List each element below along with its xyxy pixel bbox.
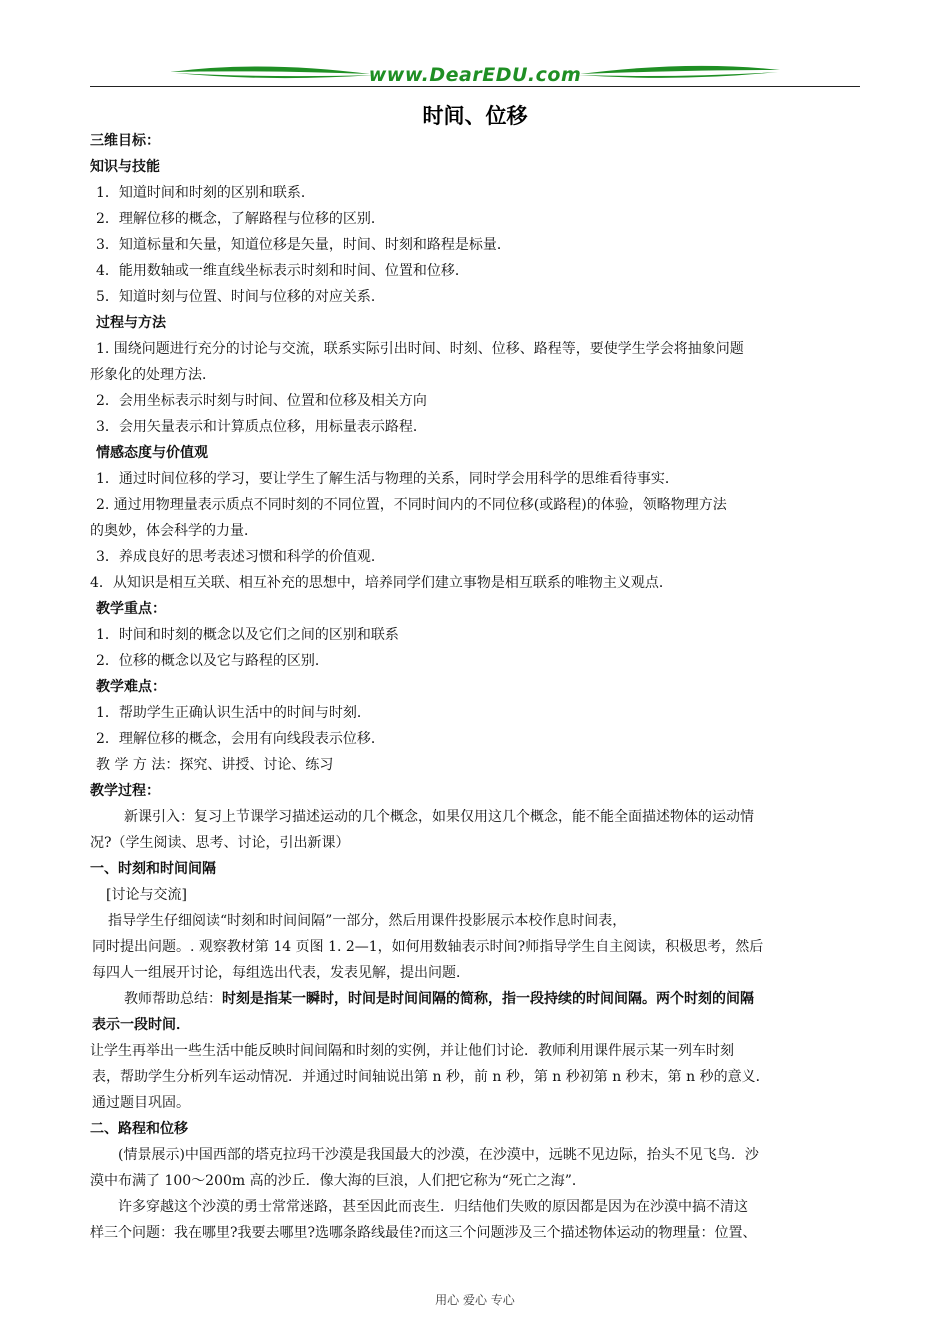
text-line — [90, 232, 870, 258]
text-line — [90, 362, 870, 388]
line-text: 过程与方法 — [96, 315, 166, 331]
line-text: 5．知道时刻与位置、时间与位移的对应关系． — [96, 289, 385, 305]
line-text: 3．会用矢量表示和计算质点位移，用标量表示路程． — [96, 419, 427, 435]
section-heading — [90, 596, 870, 622]
line-text: 1. 围绕问题进行充分的讨论与交流，联系实际引出时间、时刻、位移、路程等，要使学生学会将抽象问题 — [96, 341, 744, 357]
text-line — [90, 206, 870, 232]
text-line — [90, 414, 870, 440]
section-heading — [90, 440, 870, 466]
text-line — [90, 1220, 870, 1246]
text-line — [90, 804, 870, 830]
section-heading — [90, 1116, 870, 1142]
text-line — [90, 700, 870, 726]
section-heading — [90, 310, 870, 336]
text-line — [90, 336, 870, 362]
text-line — [90, 830, 870, 856]
line-text: 2．理解位移的概念，会用有向线段表示位移． — [96, 731, 385, 747]
line-text: 1．时间和时刻的概念以及它们之间的区别和联系 — [96, 627, 399, 643]
text-line — [90, 648, 870, 674]
line-text: 让学生再举出一些生活中能反映时间间隔和时刻的实例，并让他们讨论．教师利用课件展示某一列车时刻 — [90, 1043, 734, 1059]
line-text: 教学重点： — [96, 601, 166, 617]
page-header — [90, 62, 860, 92]
line-text: 知识与技能 — [90, 159, 160, 175]
line-text: 二、路程和位移 — [90, 1121, 188, 1137]
line-text: 同时提出问题。. 观察教材第 14 页图 1. 2—1，如何用数轴表示时间?师指导学生自主阅读，积极思考，然后 — [92, 939, 764, 955]
text-line — [90, 934, 870, 960]
page-footer: 用心 爱心 专心 — [435, 1293, 515, 1307]
page-title: 时间、位移 — [422, 104, 528, 128]
line-text: 1．知道时间和时刻的区别和联系． — [96, 185, 315, 201]
text-line — [90, 1038, 870, 1064]
text-line — [90, 180, 870, 206]
line-text: 新课引入：复习上节课学习描述运动的几个概念，如果仅用这几个概念，能不能全面描述物体的运动情 — [124, 809, 754, 825]
line-text: 样三个问题：我在哪里?我要去哪里?选哪条路线最佳?而这三个问题涉及三个描述物体运动的物理量：位置、 — [90, 1225, 757, 1241]
section-heading — [90, 674, 870, 700]
header-rule — [90, 86, 860, 87]
line-text: 教 学 方 法：探究、讲授、讨论、练习 — [96, 757, 334, 773]
text-line — [90, 1194, 870, 1220]
text-line — [90, 726, 870, 752]
text-line — [90, 388, 870, 414]
text-line — [90, 622, 870, 648]
text-line — [90, 544, 870, 570]
line-text: 2．理解位移的概念，了解路程与位移的区别． — [96, 211, 385, 227]
text-line — [90, 1142, 870, 1168]
line-text: 每四人一组展开讨论，每组选出代表，发表见解，提出问题． — [92, 965, 470, 981]
text-line — [90, 492, 870, 518]
text-line — [90, 258, 870, 284]
section-heading — [90, 154, 870, 180]
line-text: [讨论与交流] — [106, 887, 187, 903]
line-text: 教师帮助总结： — [124, 991, 222, 1007]
text-line — [90, 960, 870, 986]
document-body — [90, 128, 870, 1246]
text-line — [90, 986, 870, 1012]
line-text: 表，帮助学生分析列车运动情况．并通过时间轴说出第 n 秒，前 n 秒，第 n 秒初第 n 秒末，第 n 秒的意义． — [92, 1069, 770, 1085]
line-text: 三维目标： — [90, 133, 160, 149]
section-heading — [90, 1012, 870, 1038]
line-text: 况?（学生阅读、思考、讨论，引出新课） — [90, 835, 350, 851]
line-text: 一、时刻和时间间隔 — [90, 861, 216, 877]
line-text: 许多穿越这个沙漠的勇士常常迷路，甚至因此而丧生．归结他们失败的原因都是因为在沙漠中搞不清这 — [118, 1199, 748, 1215]
line-text: 2．会用坐标表示时刻与时间、位置和位移及相关方向 — [96, 393, 427, 409]
section-heading — [90, 856, 870, 882]
line-text: 情感态度与价值观 — [96, 445, 208, 461]
text-line — [90, 518, 870, 544]
line-text: (情景展示)中国西部的塔克拉玛干沙漠是我国最大的沙漠，在沙漠中，远眺不见边际，抬头不见飞鸟．沙 — [118, 1147, 759, 1163]
text-line — [90, 1064, 870, 1090]
bold-summary-text: 时刻是指某一瞬时，时间是时间间隔的简称，指一段持续的时间间隔。两个时刻的间隔 — [222, 991, 754, 1007]
text-line — [90, 1168, 870, 1194]
text-line — [90, 1090, 870, 1116]
text-line — [90, 570, 870, 596]
line-text: 2. 通过用物理量表示质点不同时刻的不同位置，不同时间内的不同位移(或路程)的体验，领略物理方法 — [96, 497, 727, 513]
line-text: 4．能用数轴或一维直线坐标表示时刻和时间、位置和位移． — [96, 263, 469, 279]
line-text: 形象化的处理方法． — [90, 367, 216, 383]
section-heading — [90, 128, 870, 154]
line-text: 教学过程： — [90, 783, 160, 799]
line-text: 3．养成良好的思考表述习惯和科学的价值观． — [96, 549, 385, 565]
line-text: 表示一段时间． — [92, 1017, 190, 1033]
line-text: 通过题目巩固。 — [92, 1095, 190, 1111]
line-text: 2．位移的概念以及它与路程的区别． — [96, 653, 329, 669]
text-line — [90, 284, 870, 310]
line-text: 1．通过时间位移的学习，要让学生了解生活与物理的关系，同时学会用科学的思维看待事实． — [96, 471, 679, 487]
line-text: 1．帮助学生正确认识生活中的时间与时刻． — [96, 705, 371, 721]
section-heading — [90, 778, 870, 804]
line-text: 教学难点： — [96, 679, 166, 695]
site-logo: www.DearEDU.com — [368, 64, 582, 86]
line-text: 4．从知识是相互关联、相互补充的思想中，培养同学们建立事物是相互联系的唯物主义观点． — [90, 575, 673, 591]
text-line — [90, 882, 870, 908]
text-line — [90, 466, 870, 492]
line-text: 指导学生仔细阅读“时刻和时间间隔”一部分，然后用课件投影展示本校作息时间表， — [108, 913, 627, 929]
line-text: 的奥妙，体会科学的力量． — [90, 523, 258, 539]
text-line — [90, 908, 870, 934]
text-line — [90, 752, 870, 778]
line-text: 3．知道标量和矢量，知道位移是矢量，时间、时刻和路程是标量． — [96, 237, 511, 253]
line-text: 漠中布满了 100～200m 高的沙丘．像大海的巨浪，人们把它称为“死亡之海”． — [90, 1173, 586, 1189]
